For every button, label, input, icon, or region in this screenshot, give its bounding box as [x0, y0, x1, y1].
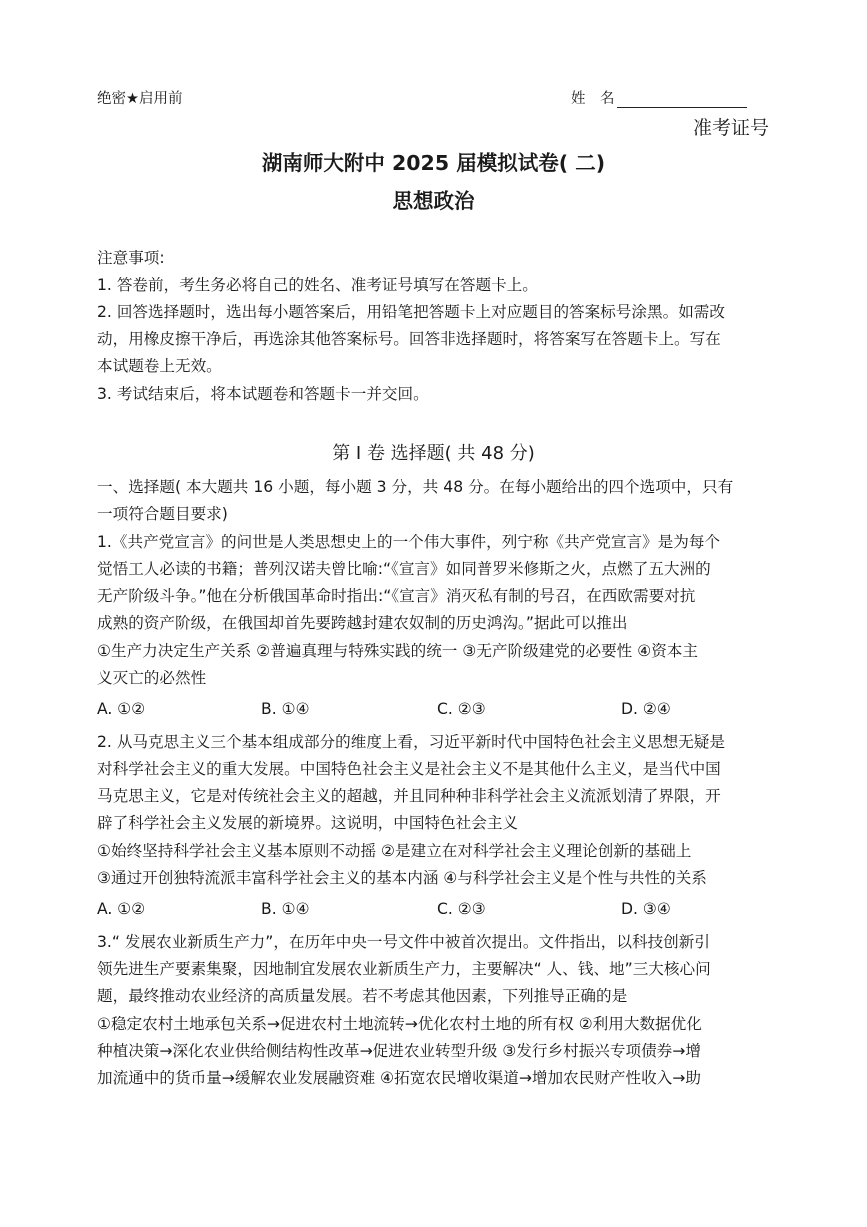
q1-option-b: B. ①④ [261, 700, 310, 718]
q2-option-d: D. ③④ [621, 900, 671, 918]
q3-choice-line: 加流通中的货币量→缓解农业发展融资难 ④拓宽农民增收渠道→增加农民财产性收入→助 [97, 1069, 701, 1087]
q1-stem-line: 无产阶级斗争。”他在分析俄国革命时指出:“《宣言》消灭私有制的号召，在西欧需要对抗 [97, 587, 696, 605]
q2-choice-line: ①始终坚持科学社会主义基本原则不动摇 ②是建立在对科学社会主义理论创新的基础上 [97, 842, 692, 860]
name-label: 姓 名 [571, 91, 615, 107]
q2-stem-line: 对科学社会主义的重大发展。中国特色社会主义是社会主义不是其他什么主义，是当代中国 [97, 760, 721, 778]
q1-choice-line: ①生产力决定生产关系 ②普遍真理与特殊实践的统一 ③无产阶级建党的必要性 ④资本主 [97, 642, 698, 660]
instruction-line: 一项符合题目要求) [97, 505, 228, 523]
q3-stem-line: 题，最终推动农业经济的高质量发展。若不考虑其他因素，下列推导正确的是 [97, 987, 628, 1005]
notes-heading: 注意事项: [97, 249, 165, 267]
q3-choice-line: ①稳定农村土地承包关系→促进农村土地流转→优化农村土地的所有权 ②利用大数据优化 [97, 1015, 702, 1033]
q1-stem-line: 1.《共产党宣言》的问世是人类思想史上的一个伟大事件，列宁称《共产党宣言》是为每个 [97, 533, 721, 551]
q2-choice-line: ③通过开创独特流派丰富科学社会主义的基本内涵 ④与科学社会主义是个性与共性的关系 [97, 869, 707, 887]
notes-line: 2. 回答选择题时，选出每小题答案后，用铅笔把答题卡上对应题目的答案标号涂黑。如需改 [97, 303, 725, 321]
q3-stem-line: 3.“ 发展农业新质生产力”，在历年中央一号文件中被首次提出。文件指出，以科技创新引 [97, 933, 710, 951]
notes-line: 本试题卷上无效。 [97, 357, 222, 375]
name-underline [617, 93, 747, 108]
q2-stem-line: 辟了科学社会主义发展的新境界。这说明，中国特色社会主义 [97, 814, 519, 832]
q2-option-c: C. ②③ [437, 900, 486, 918]
q1-stem-line: 成熟的资产阶级，在俄国却首先要跨越封建农奴制的历史鸿沟。”据此可以推出 [97, 614, 628, 632]
q1-option-d: D. ②④ [621, 700, 671, 718]
q2-stem-line: 马克思主义，它是对传统社会主义的超越，并且同种种非科学社会主义流派划清了界限，开 [97, 787, 721, 805]
q2-option-a: A. ①② [97, 900, 146, 918]
name-field [571, 87, 747, 108]
exam-number-label: 准考证号 [693, 117, 770, 139]
section-title: 第 Ⅰ 卷 选择题( 共 48 分) [332, 443, 535, 464]
notes-line: 3. 考试结束后，将本试题卷和答题卡一并交回。 [97, 385, 429, 403]
q2-stem-line: 2. 从马克思主义三个基本组成部分的维度上看，习近平新时代中国特色社会主义思想无疑是 [97, 733, 725, 751]
q1-option-a: A. ①② [97, 700, 146, 718]
q2-option-b: B. ①④ [261, 900, 310, 918]
subject-title: 思想政治 [392, 189, 475, 213]
q3-choice-line: 种植决策→深化农业供给侧结构性改革→促进农业转型升级 ③发行乡村振兴专项债券→增 [97, 1042, 701, 1060]
q3-stem-line: 领先进生产要素集聚，因地制宜发展农业新质生产力，主要解决“ 人、钱、地”三大核心问 [97, 960, 711, 978]
notes-line: 1. 答卷前，考生务必将自己的姓名、准考证号填写在答题卡上。 [97, 276, 538, 294]
q1-stem-line: 觉悟工人必读的书籍；普列汉诺夫曾比喻:“《宣言》如同普罗米修斯之火，点燃了五大洲的 [97, 560, 711, 578]
notes-line: 动，用橡皮擦干净后，再选涂其他答案标号。回答非选择题时，将答案写在答题卡上。写在 [97, 330, 721, 348]
confidential-label: 绝密★启用前 [97, 91, 183, 107]
q1-choice-line: 义灭亡的必然性 [97, 669, 207, 687]
q1-option-c: C. ②③ [437, 700, 486, 718]
exam-title: 湖南师大附中 2025 届模拟试卷( 二) [261, 151, 606, 175]
instruction-line: 一、选择题( 本大题共 16 小题，每小题 3 分，共 48 分。在每小题给出的四个选项中，只有 [97, 478, 734, 496]
